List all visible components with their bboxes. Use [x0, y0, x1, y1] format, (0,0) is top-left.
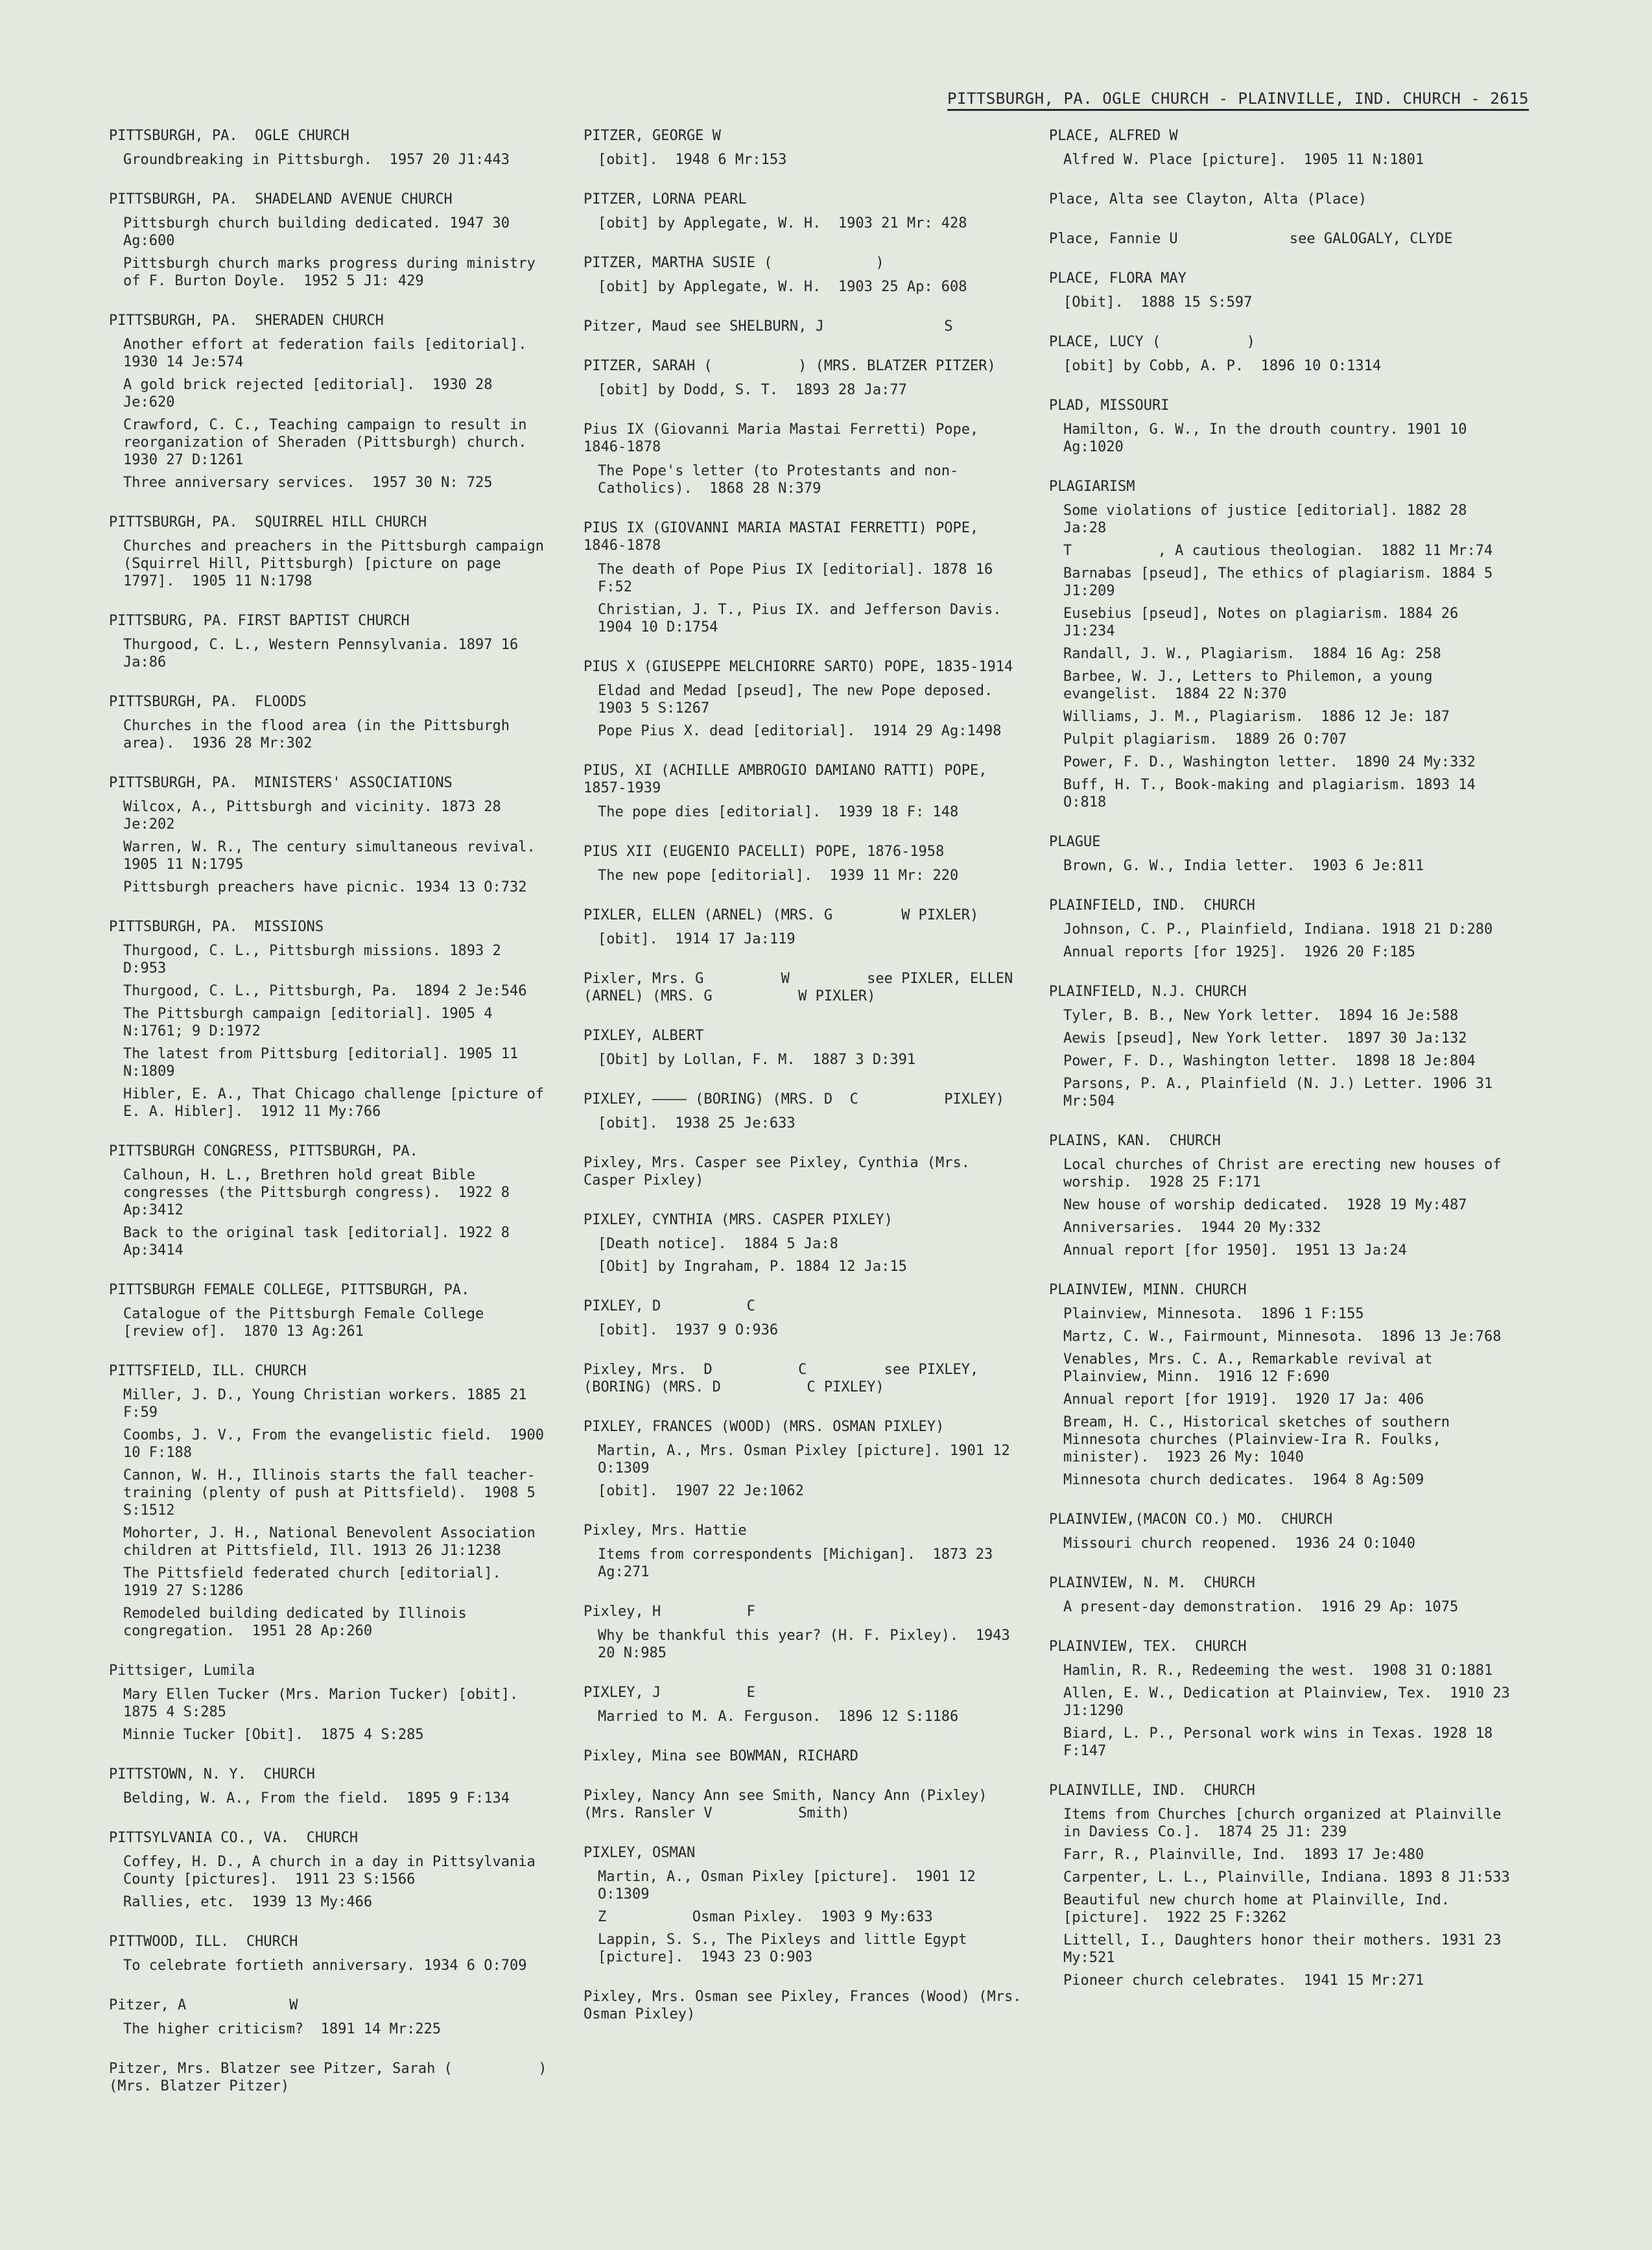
citation-line: [obit] by Cobb, A. P. 1896 10 O:1314 [1063, 358, 1382, 374]
entry-heading: Pixley, Mrs. Hattie [584, 1522, 747, 1539]
index-entry [1049, 1132, 1516, 1259]
entry-heading: PITTWOOD, ILL. CHURCH [109, 1934, 298, 1950]
entry-heading: PLAD, MISSOURI [1049, 397, 1170, 414]
entry-heading: PIXLEY, ———— (BORING) (MRS. D C PIXLEY) [584, 1091, 1005, 1107]
index-entry [584, 1211, 1024, 1275]
entry-heading: PIXLEY, CYNTHIA (MRS. CASPER PIXLEY) [584, 1212, 893, 1228]
citation-line: Miller, J. D., Young Christian workers. 1885 21 F:59 [123, 1387, 536, 1421]
index-entry [584, 1522, 1024, 1581]
entry-heading: Pitzer, A W [109, 1997, 298, 2013]
citation-line: [Obit] by Ingraham, P. 1884 12 Ja:15 [598, 1259, 907, 1275]
citation-line: Three anniversary services. 1957 30 N: 725 [123, 475, 493, 491]
citation-line: Randall, J. W., Plagiarism. 1884 16 Ag: 258 [1063, 646, 1441, 662]
entry-heading: PIXLEY, FRANCES (WOOD) (MRS. OSMAN PIXLEY) [584, 1419, 945, 1435]
index-entry [584, 658, 1024, 740]
citation-line: The higher criticism? 1891 14 Mr:225 [123, 2021, 442, 2037]
index-entry [584, 1988, 1030, 2023]
index-entry [109, 1829, 550, 1911]
index-entry [109, 312, 550, 491]
index-entry [109, 191, 550, 290]
citation-line: T , A cautious theologian. 1882 11 Mr:74 [1063, 543, 1493, 559]
index-entry [109, 127, 550, 169]
index-entry [1049, 333, 1516, 375]
entry-heading: Pixley, Mrs. Casper see Pixley, Cynthia (Mrs. Casper Pixley) [584, 1155, 979, 1189]
citation-line: Annual report [for 1950]. 1951 13 Ja:24 [1063, 1242, 1407, 1259]
index-column-1 [109, 127, 556, 2117]
citation-line: Z Osman Pixley. 1903 9 My:633 [598, 1909, 933, 1925]
citation-line: New house of worship dedicated. 1928 19 My:487 [1063, 1197, 1467, 1213]
citation-line: The death of Pope Pius IX [editorial]. 1878 16 F:52 [598, 562, 1002, 595]
citation-line: [Obit]. 1888 15 S:597 [1063, 294, 1253, 311]
citation-line: Items from Churches [church organized at Plainville in Daviess Co.]. 1874 25 J1: 239 [1063, 1806, 1510, 1840]
entry-heading: PIXLEY, D C [584, 1298, 755, 1314]
citation-line: Bream, H. C., Historical sketches of southern Minnesota churches (Plainview-Ira R. Foulks, minister). 1923 26 My: 1040 [1063, 1414, 1459, 1465]
entry-heading: PLAGUE [1049, 834, 1101, 850]
citation-line: The Pope's letter (to Protestants and non-Catholics). 1868 28 N:379 [598, 463, 959, 497]
entry-heading: PLACE, ALFRED W [1049, 128, 1178, 144]
entry-heading: PLAINVILLE, IND. CHURCH [1049, 1782, 1255, 1799]
index-entry [109, 1281, 550, 1340]
index-entry [1049, 1281, 1516, 1489]
entry-heading: Pius IX (Giovanni Maria Mastai Ferretti) Pope, 1846-1878 [584, 421, 987, 455]
index-entry [584, 1684, 1024, 1725]
entry-heading: PIUS XII (EUGENIO PACELLI) POPE, 1876-1958 [584, 844, 945, 860]
index-entry [584, 843, 1024, 884]
index-entry [1049, 127, 1516, 169]
index-entry [1049, 230, 1516, 248]
index-column-3 [1049, 127, 1516, 2011]
citation-line: The Pittsburgh campaign [editorial]. 1905 4 N:1761; 9 D:1972 [123, 1006, 501, 1039]
entry-heading: PITTSBURGH CONGRESS, PITTSBURGH, PA. [109, 1143, 418, 1159]
index-column-2 [584, 127, 1030, 2045]
entry-heading: Pixley, Mina see BOWMAN, RICHARD [584, 1748, 858, 1764]
index-entry [1049, 983, 1516, 1110]
index-entry [109, 2060, 556, 2095]
citation-line: Pulpit plagiarism. 1889 26 O:707 [1063, 731, 1347, 748]
citation-line: The new pope [editorial]. 1939 11 Mr: 220 [598, 868, 959, 884]
citation-line: Brown, G. W., India letter. 1903 6 Je:811 [1063, 858, 1424, 874]
citation-line: Back to the original task [editorial]. 1922 8 Ap:3414 [123, 1225, 519, 1259]
index-entry [1049, 1511, 1516, 1552]
entry-heading: Pitzer, Mrs. Blatzer see Pitzer, Sarah ( ) (Mrs. Blatzer Pitzer) [109, 2061, 556, 2094]
citation-line: [obit] by Dodd, S. T. 1893 28 Ja:77 [598, 382, 907, 398]
index-entry [584, 127, 1024, 169]
citation-line: [obit]. 1938 25 Je:633 [598, 1115, 796, 1131]
citation-line: Belding, W. A., From the field. 1895 9 F:134 [123, 1790, 510, 1806]
citation-line: Wilcox, A., Pittsburgh and vicinity. 1873 28 Je:202 [123, 799, 510, 833]
citation-line: Christian, J. T., Pius IX. and Jefferson Davis. 1904 10 D:1754 [598, 602, 1019, 635]
citation-line: Items from correspondents [Michigan]. 1873 23 Ag:271 [598, 1546, 1002, 1580]
citation-line: Parsons, P. A., Plainfield (N. J.) Letter. 1906 31 Mr:504 [1063, 1076, 1502, 1109]
entry-heading: PITTSBURGH FEMALE COLLEGE, PITTSBURGH, PA. [109, 1282, 470, 1298]
citation-line: Why be thankful this year? (H. F. Pixley). 1943 20 N:985 [598, 1628, 1019, 1661]
entry-heading: PIXLEY, OSMAN [584, 1845, 696, 1861]
entry-heading: PLAINVIEW, MINN. CHURCH [1049, 1282, 1247, 1298]
index-entry [1049, 397, 1516, 456]
index-entry [584, 1091, 1024, 1132]
citation-line: A present-day demonstration. 1916 29 Ap: 1075 [1063, 1599, 1459, 1615]
entry-heading: PITTSBURGH, PA. SHADELAND AVENUE CHURCH [109, 191, 453, 207]
index-entry [1049, 478, 1516, 811]
citation-line: Martin, A., Osman Pixley [picture]. 1901 12 O:1309 [598, 1869, 985, 1902]
index-entry [584, 421, 1024, 497]
entry-heading: PITTSBURGH, PA. MINISTERS' ASSOCIATIONS [109, 775, 453, 791]
citation-line: Churches in the flood area (in the Pittsburgh area). 1936 28 Mr:302 [123, 718, 519, 752]
entry-heading: PLAINVIEW, N. M. CHURCH [1049, 1575, 1255, 1591]
citation-line: Crawford, C. C., Teaching campaign to result in reorganization of Sheraden (Pittsburgh) church. 1930 27 D:1261 [123, 417, 545, 468]
citation-line: Churches and preachers in the Pittsburgh campaign (Squirrel Hill, Pittsburgh) [picture on page 1797]. 1905 11 N:1798 [123, 538, 553, 589]
entry-heading: PITTSBURG, PA. FIRST BAPTIST CHURCH [109, 613, 410, 629]
entry-heading: Pixley, Nancy Ann see Smith, Nancy Ann (Pixley) (Mrs. Ransler V Smith) [584, 1788, 996, 1821]
citation-line: Catalogue of the Pittsburgh Female College [review of]. 1870 13 Ag:261 [123, 1306, 493, 1340]
citation-line: Farr, R., Plainville, Ind. 1893 17 Je:480 [1063, 1847, 1424, 1863]
index-entry [1049, 897, 1516, 961]
entry-heading: PIXLER, ELLEN (ARNEL) (MRS. G W PIXLER) [584, 907, 979, 923]
entry-heading: PIXLEY, J E [584, 1685, 755, 1701]
citation-line: Rallies, etc. 1939 13 My:466 [123, 1894, 373, 1910]
entry-heading: PIUS, XI (ACHILLE AMBROGIO DAMIANO RATTI) POPE, 1857-1939 [584, 763, 996, 796]
entry-heading: PITTSBURGH, PA. SQUIRREL HILL CHURCH [109, 514, 427, 530]
entry-heading: PITTSBURGH, PA. FLOODS [109, 694, 307, 710]
citation-line: Annual reports [for 1925]. 1926 20 F:185 [1063, 944, 1416, 960]
citation-line: Hamilton, G. W., In the drouth country. 1901 10 Ag:1020 [1063, 421, 1476, 455]
entry-heading: PITTSTOWN, N. Y. CHURCH [109, 1766, 315, 1782]
citation-line: Martin, A., Mrs. Osman Pixley [picture]. 1901 12 O:1309 [598, 1443, 1019, 1476]
citation-line: [obit]. 1937 9 O:936 [598, 1322, 779, 1338]
citation-line: Warren, W. R., The century simultaneous revival. 1905 11 N:1795 [123, 839, 553, 873]
index-entry [1049, 270, 1516, 311]
entry-heading: PITTSBURGH, PA. MISSIONS [109, 919, 324, 935]
index-entry [1049, 1638, 1516, 1760]
index-entry [584, 1027, 1024, 1069]
index-entry [584, 762, 1024, 821]
entry-heading: Place, Alta see Clayton, Alta (Place) [1049, 191, 1367, 207]
citation-line: Pittsburgh preachers have picnic. 1934 13 O:732 [123, 879, 527, 895]
index-entry [109, 1362, 553, 1640]
citation-line: Minnesota church dedicates. 1964 8 Ag:509 [1063, 1472, 1424, 1488]
index-entry [584, 1747, 1024, 1765]
entry-heading: PITZER, MARTHA SUSIE ( ) [584, 255, 884, 271]
citation-line: Local churches of Christ are erecting new houses of worship. 1928 25 F:171 [1063, 1157, 1510, 1190]
index-entry [1049, 191, 1516, 208]
entry-heading: PITZER, SARAH ( ) (MRS. BLATZER PITZER) [584, 358, 996, 374]
entry-heading: PITZER, LORNA PEARL [584, 191, 747, 207]
entry-heading: PITTSFIELD, ILL. CHURCH [109, 1363, 307, 1379]
page-header: PITTSBURGH, PA. OGLE CHURCH - PLAINVILLE, IND. CHURCH - 2615 [947, 89, 1529, 111]
entry-heading: PLAINVIEW, TEX. CHURCH [1049, 1639, 1247, 1655]
citation-line: Anniversaries. 1944 20 My:332 [1063, 1220, 1321, 1236]
index-entry [584, 1361, 1024, 1396]
index-entry [109, 774, 553, 896]
entry-heading: PLAINVIEW,(MACON CO.) MO. CHURCH [1049, 1511, 1333, 1528]
entry-heading: PLACE, LUCY ( ) [1049, 334, 1255, 350]
citation-line: [obit] by Applegate, W. H. 1903 25 Ap: 608 [598, 279, 967, 295]
citation-line: [obit]. 1948 6 Mr:153 [598, 152, 787, 168]
citation-line: Thurgood, C. L., Pittsburgh, Pa. 1894 2 Je:546 [123, 983, 527, 999]
citation-line: Hibler, E. A., That Chicago challenge [picture of E. A. Hibler]. 1912 11 My:766 [123, 1086, 553, 1120]
entry-heading: PITTSYLVANIA CO., VA. CHURCH [109, 1830, 359, 1846]
entry-heading: PLAINFIELD, N.J. CHURCH [1049, 984, 1247, 1000]
citation-line: A gold brick rejected [editorial]. 1930 28 Je:620 [123, 377, 501, 410]
entry-heading: Pitzer, Maud see SHELBURN, J S [584, 318, 953, 335]
citation-line: Buff, H. T., Book-making and plagiarism. 1893 14 O:818 [1063, 777, 1485, 811]
entry-heading: PIXLEY, ALBERT [584, 1028, 704, 1044]
index-entry [1049, 833, 1516, 875]
entry-heading: PIUS IX (GIOVANNI MARIA MASTAI FERRETTI) POPE, 1846-1878 [584, 520, 987, 554]
citation-line: [Death notice]. 1884 5 Ja:8 [598, 1236, 838, 1252]
index-entry [109, 1662, 550, 1744]
citation-line: Groundbreaking in Pittsburgh. 1957 20 J1:443 [123, 152, 510, 168]
entry-heading: Pixley, Mrs. D C see PIXLEY, (BORING) (MRS. D C PIXLEY) [584, 1362, 987, 1395]
citation-line: Pittsburgh church marks progress during ministry of F. Burton Doyle. 1952 5 J1: 429 [123, 255, 545, 289]
index-entry [584, 906, 1024, 948]
entry-heading: PIUS X (GIUSEPPE MELCHIORRE SARTO) POPE, 1835-1914 [584, 659, 1013, 675]
citation-line: Mohorter, J. H., National Benevolent Association children at Pittsfield, Ill. 1913 26 J1:1238 [123, 1525, 545, 1559]
citation-line: Eusebius [pseud], Notes on plagiarism. 1884 26 J1:234 [1063, 606, 1467, 639]
entry-heading: Place, Fannie U see GALOGALY, CLYDE [1049, 231, 1453, 247]
entry-heading: PLACE, FLORA MAY [1049, 270, 1186, 287]
entry-heading: PITZER, GEORGE W [584, 128, 721, 144]
citation-line: Married to M. A. Ferguson. 1896 12 S:1186 [598, 1709, 959, 1725]
citation-line: Biard, L. P., Personal work wins in Texas. 1928 18 F:147 [1063, 1725, 1502, 1759]
citation-line: Venables, Mrs. C. A., Remarkable revival at Plainview, Minn. 1916 12 F:690 [1063, 1351, 1441, 1385]
index-entry [109, 693, 550, 752]
citation-line: Alfred W. Place [picture]. 1905 11 N:1801 [1063, 152, 1424, 168]
entry-heading: Pixler, Mrs. G W see PIXLER, ELLEN (ARNEL) (MRS. G W PIXLER) [584, 971, 1022, 1004]
citation-line: Annual report [for 1919]. 1920 17 Ja: 406 [1063, 1391, 1424, 1408]
citation-line: [Obit] by Lollan, F. M. 1887 3 D:391 [598, 1052, 916, 1068]
citation-line: Beautiful new church home at Plainville, Ind. [picture]. 1922 25 F:3262 [1063, 1892, 1459, 1926]
citation-line: [obit] by Applegate, W. H. 1903 21 Mr: 428 [598, 215, 967, 231]
citation-line: [obit]. 1914 17 Ja:119 [598, 931, 796, 947]
citation-line: Tyler, B. B., New York letter. 1894 16 Je:588 [1063, 1008, 1459, 1024]
citation-line: Barnabas [pseud], The ethics of plagiarism. 1884 5 J1:209 [1063, 565, 1502, 599]
citation-line: Martz, C. W., Fairmount, Minnesota. 1896 13 Je:768 [1063, 1329, 1502, 1345]
citation-line: Carpenter, L. L., Plainville, Indiana. 1893 8 J1:533 [1063, 1869, 1510, 1886]
entry-heading: PITTSBURGH, PA. SHERADEN CHURCH [109, 313, 384, 329]
index-entry [584, 1844, 1024, 1966]
index-entry [584, 191, 1024, 232]
citation-line: Littell, I., Daughters honor their mothers. 1931 23 My:521 [1063, 1932, 1510, 1966]
citation-line: Coffey, H. D., A church in a day in Pittsylvania County [pictures]. 1911 23 S:1566 [123, 1854, 545, 1888]
citation-line: The pope dies [editorial]. 1939 18 F: 148 [598, 804, 959, 820]
entry-heading: Pittsiger, Lumila [109, 1663, 255, 1679]
index-entry [584, 318, 1024, 335]
citation-line: Thurgood, C. L., Western Pennsylvania. 1897 16 Ja:86 [123, 637, 527, 670]
index-entry [584, 357, 1024, 399]
citation-line: Calhoun, H. L., Brethren hold great Bible congresses (the Pittsburgh congress). 1922 8 Ap:3412 [123, 1167, 519, 1218]
citation-line: [obit]. 1907 22 Je:1062 [598, 1483, 804, 1499]
citation-line: The latest from Pittsburg [editorial]. 1905 11 N:1809 [123, 1046, 527, 1080]
entry-heading: Pixley, H F [584, 1604, 755, 1620]
citation-line: Power, F. D., Washington letter. 1898 18 Je:804 [1063, 1053, 1476, 1069]
citation-line: The Pittsfield federated church [editorial]. 1919 27 S:1286 [123, 1565, 519, 1599]
index-entry [584, 970, 1024, 1005]
index-entry [109, 514, 553, 590]
index-entry [1049, 1782, 1516, 1989]
citation-line: Aewis [pseud], New York letter. 1897 30 Ja:132 [1063, 1030, 1467, 1047]
index-entry [584, 1418, 1024, 1500]
citation-line: Allen, E. W., Dedication at Plainview, Tex. 1910 23 J1:1290 [1063, 1685, 1518, 1719]
index-entry [1049, 1574, 1516, 1616]
index-entry [584, 1297, 1024, 1339]
index-entry [584, 1787, 1024, 1822]
entry-heading: PLAINFIELD, IND. CHURCH [1049, 897, 1255, 914]
citation-line: Power, F. D., Washington letter. 1890 24 My:332 [1063, 754, 1476, 770]
entry-heading: PLAINS, KAN. CHURCH [1049, 1133, 1221, 1149]
index-entry [584, 1603, 1024, 1662]
index-entry [584, 1154, 1024, 1189]
citation-line: Remodeled building dedicated by Illinois congregation. 1951 28 Ap:260 [123, 1605, 476, 1639]
index-entry [109, 1933, 550, 1974]
citation-line: Minnie Tucker [Obit]. 1875 4 S:285 [123, 1727, 424, 1743]
index-entry [584, 519, 1024, 636]
citation-line: Hamlin, R. R., Redeeming the west. 1908 31 O:1881 [1063, 1663, 1493, 1679]
index-entry [109, 612, 550, 671]
index-entry [109, 918, 553, 1120]
citation-line: Coombs, J. V., From the evangelistic field. 1900 10 F:188 [123, 1427, 553, 1461]
citation-line: Some violations of justice [editorial]. 1882 28 Ja:28 [1063, 503, 1476, 536]
citation-line: Pittsburgh church building dedicated. 1947 30 Ag:600 [123, 215, 519, 249]
citation-line: Mary Ellen Tucker (Mrs. Marion Tucker) [obit]. 1875 4 S:285 [123, 1687, 536, 1720]
citation-line: Another effort at federation fails [editorial]. 1930 14 Je:574 [123, 337, 545, 370]
citation-line: Cannon, W. H., Illinois starts the fall teacher-training (plenty of push at Pittsfield). 1908 5 S:1512 [123, 1467, 545, 1519]
citation-line: Pope Pius X. dead [editorial]. 1914 29 Ag:1498 [598, 723, 1002, 739]
entry-heading: PLAGIARISM [1049, 479, 1135, 495]
citation-line: Johnson, C. P., Plainfield, Indiana. 1918 21 D:280 [1063, 921, 1493, 938]
index-entry [109, 1143, 550, 1259]
citation-line: Missouri church reopened. 1936 24 O:1040 [1063, 1535, 1416, 1552]
entry-heading: Pixley, Mrs. Osman see Pixley, Frances (Wood) (Mrs. Osman Pixley) [584, 1989, 1030, 2022]
citation-line: Lappin, S. S., The Pixleys and little Egypt [picture]. 1943 23 O:903 [598, 1932, 976, 1965]
citation-line: Barbee, W. J., Letters to Philemon, a young evangelist. 1884 22 N:370 [1063, 669, 1441, 702]
citation-line: Plainview, Minnesota. 1896 1 F:155 [1063, 1306, 1364, 1322]
index-entry [584, 254, 1024, 296]
index-entry [109, 1996, 550, 2038]
index-entry [109, 1766, 550, 1807]
citation-line: Eldad and Medad [pseud], The new Pope deposed. 1903 5 S:1267 [598, 683, 1010, 716]
citation-line: Pioneer church celebrates. 1941 15 Mr:271 [1063, 1972, 1424, 1989]
citation-line: Thurgood, C. L., Pittsburgh missions. 1893 2 D:953 [123, 943, 510, 977]
citation-line: To celebrate fortieth anniversary. 1934 6 O:709 [123, 1958, 527, 1974]
citation-line: Williams, J. M., Plagiarism. 1886 12 Je: 187 [1063, 709, 1450, 725]
entry-heading: PITTSBURGH, PA. OGLE CHURCH [109, 128, 349, 144]
